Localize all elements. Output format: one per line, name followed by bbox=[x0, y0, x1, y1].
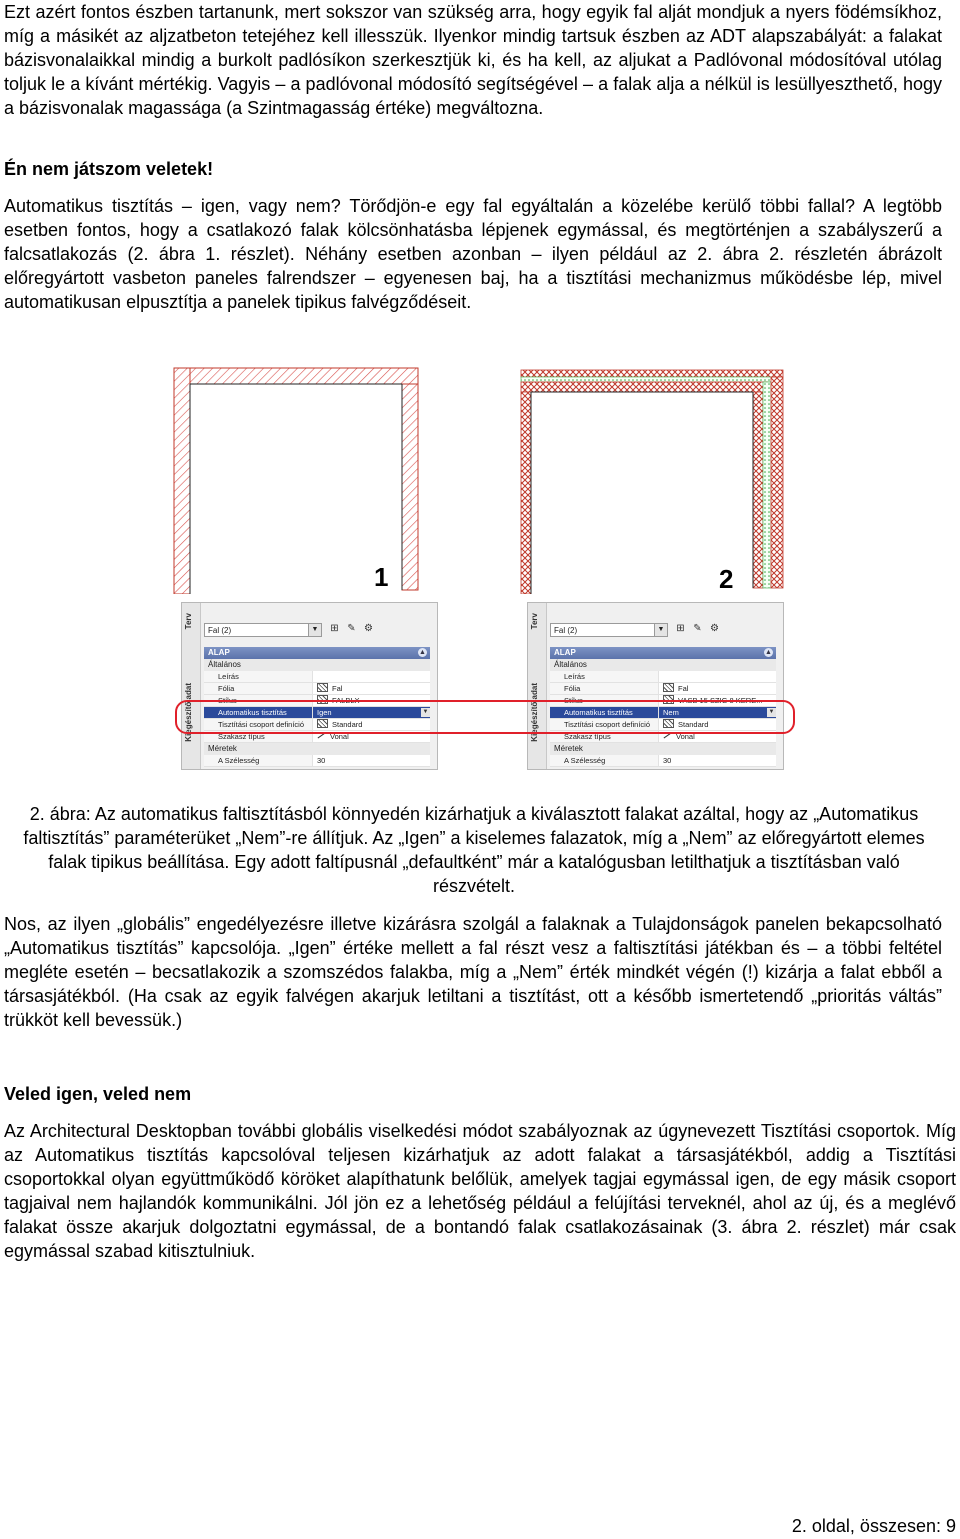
paragraph-tisztitasi-csoportok: Az Architectural Desktopban további globális viselkedési módot szabályoznak az úgynevezett Tisztítási csoportok. Míg az Automatikus tisztítás kapcsolóval teljesen kizárhatjuk az adott falakat a társasjátékból, addig a Tisztítási csoportokkal olyan együttműködő köröket alapíthatunk belőlük, amelyek tagjai egymással igen, de egy másik csoport tagjaival nem hajlandók kommunikálni. Jól jön ez a lehetőség például a felújítási terveknél, ahol az új, és a meglévő falakat össze akarjuk dolgoztatni egymással, de a bontandó falak csatlakozásainak (3. ábra 2. részlet) már csak egymással szabad kitisztulniuk. bbox=[4, 1121, 956, 1261]
highlight-outline bbox=[175, 700, 795, 734]
property-row[interactable]: Fólia Fal bbox=[204, 683, 430, 695]
panel-side-tab[interactable]: Terv Kiegészítő adat bbox=[182, 603, 201, 769]
paragraph-intro: Ezt azért fontos észben tartanunk, mert sokszor van szükség arra, hogy egyik fal alját mondjuk a nyers födémsíkhoz, míg a másikét az aljzatbeton tetejéhez kell illesszük. Ilyenkor mindig tartsuk észben az ADT alapszabályát: a falakat bázisvonalaikkal mindig a burkolt padlósíkon szerkesztjük ki, és ha kell, az aljukat a Padlóvonal módosítóval utólag toljuk le a kívánt mértékig. Vagyis – a padlóvonal módosító segítségével – a falak alja a nélkül is lesüllyeszthető, hogy a bázisvonalak magassága (a Szintmagasság értéke) megváltozna. bbox=[4, 2, 942, 118]
select-objects-icon[interactable]: ⊞ bbox=[676, 623, 685, 634]
properties-panel-right bbox=[527, 602, 784, 770]
wall-plan-2 bbox=[519, 366, 785, 594]
collapse-icon[interactable]: ▲ bbox=[419, 649, 426, 656]
group-header[interactable]: Általános bbox=[204, 659, 430, 671]
subheading-nem-jatszom: Én nem játszom veletek! bbox=[4, 159, 214, 179]
chevron-down-icon: ▼ bbox=[308, 624, 321, 636]
paragraph-automatikus: Automatikus tisztítás – igen, vagy nem? Törődjön-e egy fal egyáltalán a közelébe kerülő többi fallal? A legtöbb esetben fontos, hogy a csatlakozó falak kölcsönhatásba lépjenek egymással, és megtörténjen a szabályszerű a falcsatlakozás (2. ábra 1. részlet). Néhány esetben azonban – ilyen például az 2. ábra 2. részletén ábrázolt előregyártott vasbeton paneles falrendszer – egyenesen baj, ha a tisztítási mechanizmus működésbe lép, mivel automatikusan elpusztítja a panelek tipikus falvégződéseit. bbox=[4, 196, 942, 312]
toggle-pickadd-icon[interactable]: ⚙ bbox=[710, 623, 719, 634]
toggle-pickadd-icon[interactable]: ⚙ bbox=[364, 623, 373, 634]
layer-icon bbox=[663, 683, 674, 692]
chevron-down-icon[interactable]: ▼ bbox=[768, 709, 775, 715]
figure-caption: 2. ábra: Az automatikus faltisztításból könnyedén kizárhatjuk a kiválasztott falakat azáltal, hogy az „Automatikus faltisztítás” paraméterüket „Nem”-re állítjuk. Az „Igen” a kiselemes falazatok, míg a „Nem” az előregyártott elemes falak tipikus beállítása. Egy adott faltípusnál „defaultként” már a katalógusban letilthatjuk a tisztításban való részvételt. bbox=[23, 804, 925, 896]
select-objects-icon[interactable]: ⊞ bbox=[330, 623, 339, 634]
section-header[interactable]: ALAP ▲ bbox=[204, 647, 430, 659]
property-row[interactable]: Tisztítási csoport definíció Standard bbox=[550, 719, 776, 731]
object-selector[interactable]: Fal (2) ▼ bbox=[204, 623, 322, 637]
figure-2 bbox=[169, 366, 801, 770]
property-row[interactable]: A Szélesség 30 bbox=[550, 755, 776, 767]
paragraph-globalis: Nos, az ilyen „globális” engedélyezésre illetve kizárásra szolgál a falaknak a Tulajdonságok panelen bekapcsolható „Automatikus tisztítás” kapcsolója. „Igen” értéke mellett a fal részt vesz a faltisztítási játékban és – a többi feltétel megléte esetén – becsatlakozik a szomszédos falakba, míg a „Nem” érték mindkét végén (!) kizárja a falat ebből a társasjátékból. (Ha csak az egyik falvégen akarjuk letiltani a tisztítást, ott a később ismertetendő „prioritás váltás” trükköt kell bevessük.) bbox=[4, 914, 942, 1030]
property-row[interactable]: Tisztítási csoport definíció Standard bbox=[204, 719, 430, 731]
chevron-down-icon: ▼ bbox=[654, 624, 667, 636]
property-row[interactable]: Fólia Fal bbox=[550, 683, 776, 695]
quick-select-icon[interactable]: ✎ bbox=[693, 623, 702, 634]
properties-panel-left bbox=[181, 602, 438, 770]
property-row-selected[interactable]: Automatikus tisztítás Nem ▼ bbox=[550, 707, 776, 719]
property-row[interactable]: A Szélesség 30 bbox=[204, 755, 430, 767]
property-row[interactable]: Leírás bbox=[204, 671, 430, 683]
page-footer: 2. oldal, összesen: 9 bbox=[791, 1516, 956, 1536]
property-row[interactable]: Stílus VASB 15 SZIG 8 KERE... bbox=[550, 695, 776, 707]
object-selector[interactable]: Fal (2) ▼ bbox=[550, 623, 668, 637]
property-row[interactable]: Stílus FALBLX bbox=[204, 695, 430, 707]
subheading-veled-igen: Veled igen, veled nem bbox=[4, 1084, 192, 1104]
group-header[interactable]: Méretek bbox=[550, 743, 776, 755]
layer-icon bbox=[317, 683, 328, 692]
figure-part-label-1: 1 bbox=[374, 562, 389, 592]
property-row[interactable]: Szakasz típus Vonal bbox=[550, 731, 776, 743]
group-header[interactable]: Általános bbox=[550, 659, 776, 671]
quick-select-icon[interactable]: ✎ bbox=[347, 623, 356, 634]
group-header[interactable]: Méretek bbox=[204, 743, 430, 755]
panel-side-tab[interactable]: Terv Kiegészítő adat bbox=[528, 603, 547, 769]
section-header[interactable]: ALAP ▲ bbox=[550, 647, 776, 659]
figure-part-label-2: 2 bbox=[719, 564, 734, 594]
wall-plan-1 bbox=[172, 366, 420, 594]
collapse-icon[interactable]: ▲ bbox=[765, 649, 772, 656]
chevron-down-icon[interactable]: ▼ bbox=[422, 709, 429, 715]
property-row[interactable]: Leírás bbox=[550, 671, 776, 683]
property-row-selected[interactable]: Automatikus tisztítás Igen ▼ bbox=[204, 707, 430, 719]
property-row[interactable]: Szakasz típus Vonal bbox=[204, 731, 430, 743]
